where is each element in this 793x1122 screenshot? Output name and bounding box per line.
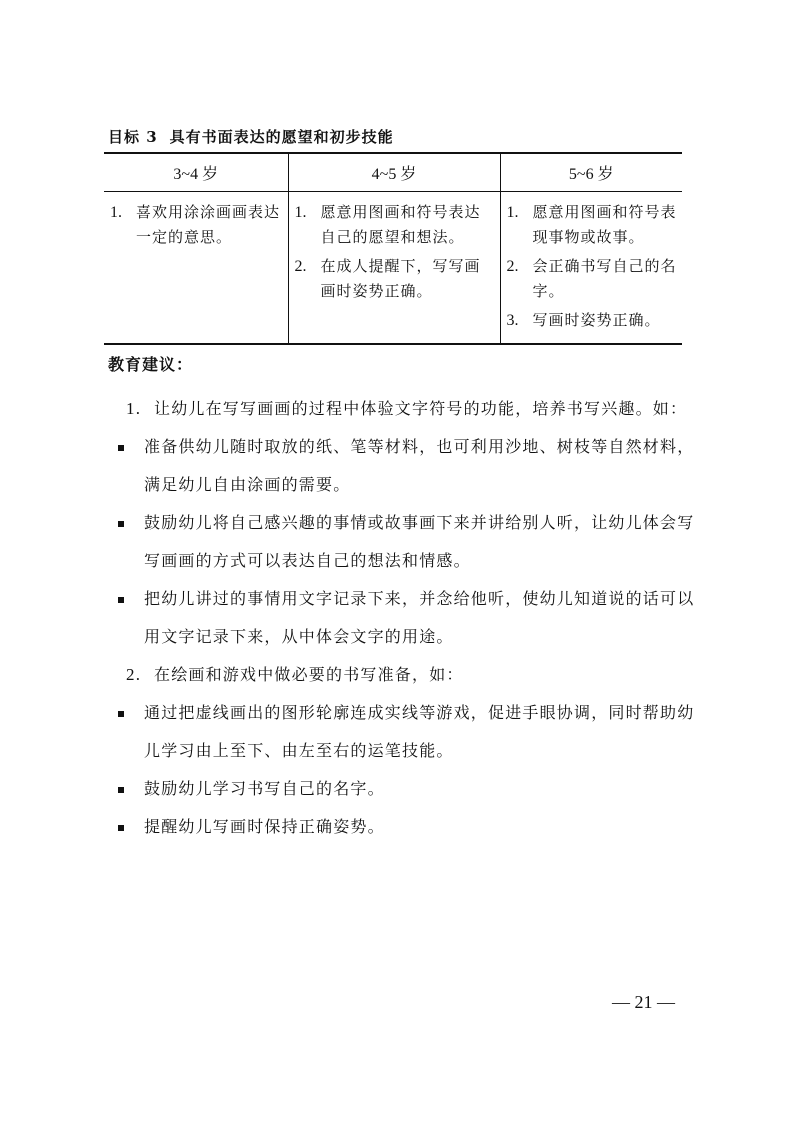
- bullet-text: 鼓励幼儿学习书写自己的名字。: [144, 779, 385, 798]
- list-item: [116, 428, 696, 504]
- item-text: 写画时姿势正确。: [532, 311, 661, 329]
- list-item: [507, 254, 679, 304]
- item-number: 1.: [294, 204, 307, 221]
- square-bullet-icon: [116, 428, 144, 504]
- cell-age-4-5: [288, 192, 500, 345]
- item-text: 喜欢用涂涂画画表达一定的意思。: [136, 203, 281, 246]
- suggestion-text: 在绘画和游戏中做必要的书写准备，如：: [154, 665, 464, 684]
- page-number: — 21 —: [612, 992, 675, 1012]
- age-goals-table: [104, 152, 682, 345]
- list-item: [295, 254, 496, 304]
- item-text: 会正确书写自己的名字。: [532, 257, 677, 300]
- suggestion-item-2: [126, 656, 696, 694]
- goal-number: 目标 3: [108, 128, 158, 146]
- table-row: [104, 192, 682, 345]
- list-item: [507, 308, 679, 333]
- suggestions-body: [126, 390, 696, 846]
- list-item: [116, 770, 696, 808]
- bullet-text: 准备供幼儿随时取放的纸、笔等材料，也可利用沙地、树枝等自然材料，满足幼儿自由涂画的需要。: [144, 437, 695, 494]
- header-age-5-6: 5~6 岁: [500, 153, 682, 192]
- header-age-4-5: 4~5 岁: [288, 153, 500, 192]
- suggestions-heading: 教育建议：: [108, 355, 194, 374]
- list-item: [116, 694, 696, 770]
- bullet-text: 通过把虚线画出的图形轮廓连成实线等游戏，促进手眼协调，同时帮助幼儿学习由上至下、由左至右的运笔技能。: [144, 703, 695, 760]
- goal-title-text: 具有书面表达的愿望和初步技能: [169, 128, 394, 146]
- list-item: [116, 808, 696, 846]
- bullet-text: 把幼儿讲过的事情用文字记录下来，并念给他听，使幼儿知道说的话可以用文字记录下来，从中体会文字的用途。: [144, 589, 695, 646]
- item-number: 2.: [294, 258, 307, 275]
- item-number: 3.: [506, 312, 519, 329]
- item-number: 1.: [506, 204, 519, 221]
- square-bullet-icon: [116, 694, 144, 770]
- square-bullet-icon: [116, 808, 144, 846]
- suggestion-item-1: [126, 390, 696, 428]
- table-header-row: [104, 153, 682, 192]
- list-item: [116, 580, 696, 656]
- header-age-3-4: 3~4 岁: [104, 153, 288, 192]
- list-item: [295, 200, 496, 250]
- item-number: 2.: [506, 258, 519, 275]
- bullet-text: 鼓励幼儿将自己感兴趣的事情或故事画下来并讲给别人听，让幼儿体会写写画画的方式可以表达自己的想法和情感。: [144, 513, 695, 570]
- cell-age-3-4: [104, 192, 288, 345]
- suggestion-number: 2.: [126, 665, 142, 684]
- item-text: 愿意用图画和符号表现事物或故事。: [532, 203, 677, 246]
- item-text: 愿意用图画和符号表达自己的愿望和想法。: [320, 203, 481, 246]
- square-bullet-icon: [116, 504, 144, 580]
- list-item: [507, 200, 679, 250]
- suggestion-number: 1.: [126, 399, 142, 418]
- bullet-text: 提醒幼儿写画时保持正确姿势。: [144, 817, 385, 836]
- list-item: [116, 504, 696, 580]
- item-text: 在成人提醒下，写写画画时姿势正确。: [320, 257, 481, 300]
- goal-heading: [108, 126, 394, 147]
- square-bullet-icon: [116, 580, 144, 656]
- square-bullet-icon: [116, 770, 144, 808]
- list-item: [110, 200, 284, 250]
- suggestion-text: 让幼儿在写写画画的过程中体验文字符号的功能，培养书写兴趣。如：: [154, 399, 688, 418]
- item-number: 1.: [110, 204, 122, 221]
- cell-age-5-6: [500, 192, 682, 345]
